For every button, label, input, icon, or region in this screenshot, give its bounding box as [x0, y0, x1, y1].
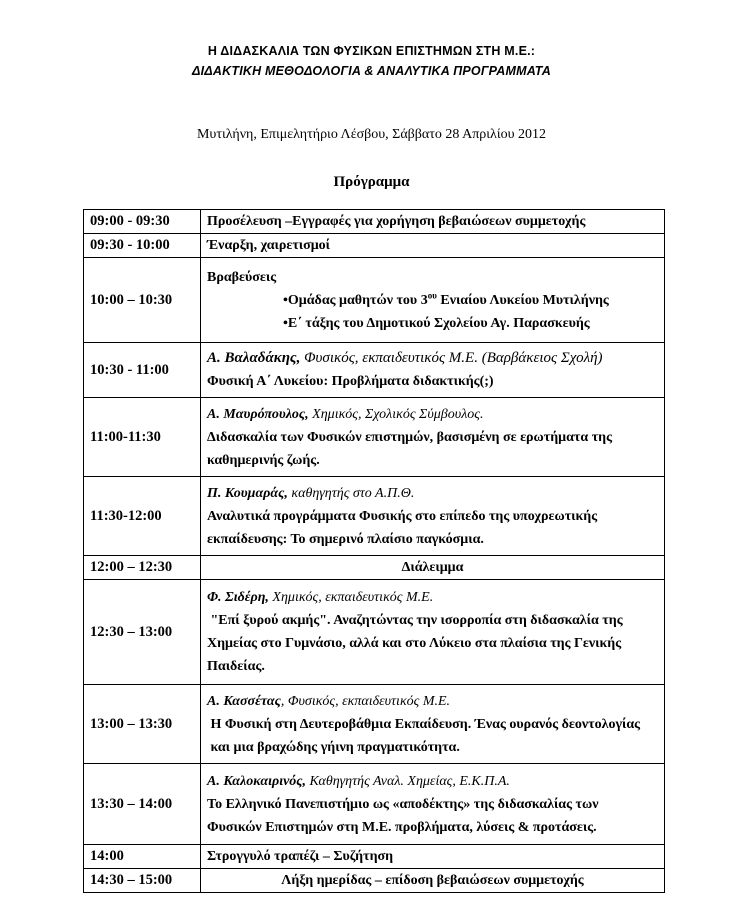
session-text: Διάλειμμα	[201, 556, 665, 580]
talk-title: εκπαίδευσης: Το σημερινό πλαίσιο παγκόσμια.	[207, 531, 484, 547]
table-row	[84, 477, 665, 556]
speaker-name: Π. Κουμαράς,	[207, 485, 288, 501]
place-date: Μυτιλήνη, Επιμελητήριο Λέσβου, Σάββατο 28 Απριλίου 2012	[196, 127, 547, 142]
speaker-role: Χημικός, εκπαιδευτικός Μ.Ε.	[268, 590, 434, 605]
time-cell: 10:30 - 11:00	[84, 343, 201, 398]
schedule-table	[83, 209, 665, 893]
table-row	[84, 764, 665, 845]
session-cell	[201, 580, 665, 685]
time-cell: 12:00 – 12:30	[84, 556, 201, 580]
table-row	[84, 343, 665, 398]
title-line-2: ΔΙΔΑΚΤΙΚΗ ΜΕΘΟΔΟΛΟΓΙΑ & ΑΝΑΛΥΤΙΚΑ ΠΡΟΓΡΑΜΜΑΤΑ	[192, 64, 551, 78]
speaker-name: Α. Κασσέτας	[207, 693, 281, 709]
speaker-role: Χημικός, Σχολικός Σύμβουλος.	[308, 406, 484, 422]
session-cell	[201, 398, 665, 477]
session-cell	[201, 258, 665, 343]
session-cell	[201, 343, 665, 398]
table-row	[84, 580, 665, 685]
speaker-role: , Φυσικός, εκπαιδευτικός Μ.Ε.	[280, 693, 451, 709]
time-cell: 13:30 – 14:00	[84, 764, 201, 845]
table-row	[84, 210, 665, 234]
time-cell: 11:30-12:00	[84, 477, 201, 556]
talk-title: "Επί ξυρού ακμής". Αναζητώντας την ισορροπία στη διδασκαλία της	[207, 613, 623, 628]
session-text: Στρογγυλό τραπέζι – Συζήτηση	[201, 845, 665, 869]
table-row	[84, 556, 665, 580]
talk-title: Παιδείας.	[207, 659, 265, 674]
talk-title: Χημείας στο Γυμνάσιο, αλλά και στο Λύκειο στα πλαίσια της Γενικής	[207, 636, 622, 651]
talk-title: Φυσική Α΄ Λυκείου: Προβλήματα διδακτικής(;)	[207, 374, 494, 389]
table-row	[84, 398, 665, 477]
time-cell: 09:30 - 10:00	[84, 234, 201, 258]
time-cell: 10:00 – 10:30	[84, 258, 201, 343]
table-row	[84, 258, 665, 343]
talk-title: Διδασκαλία των Φυσικών επιστημών, βασισμένη σε ερωτήματα της	[207, 429, 613, 445]
session-cell	[201, 477, 665, 556]
speaker-name: Α. Καλοκαιρινός,	[207, 773, 307, 789]
session-cell	[201, 685, 665, 764]
speaker-name: Α. Βαλαδάκης,	[207, 350, 301, 366]
table-row	[84, 685, 665, 764]
session-text: Προσέλευση –Εγγραφές για χορήγηση βεβαιώσεων συμμετοχής	[201, 210, 665, 234]
bullet-icon: •	[283, 315, 288, 331]
speaker-name: Φ. Σιδέρη,	[207, 590, 269, 605]
time-cell: 14:30 – 15:00	[84, 869, 201, 893]
bullet-item: •Ε΄ τάξης του Δημοτικού Σχολείου Αγ. Παρασκευής	[283, 315, 590, 331]
speaker-role: Φυσικός, εκπαιδευτικός Μ.Ε. (Βαρβάκειος Σχολή)	[300, 350, 603, 366]
talk-title: Το Ελληνικό Πανεπιστήμιο ως «αποδέκτης» της διδασκαλίας των	[207, 796, 599, 812]
speaker-role: Καθηγητής Αναλ. Χημείας, Ε.Κ.Π.Α.	[306, 773, 510, 789]
talk-title: καθημερινής ζωής.	[207, 452, 320, 468]
session-text: Λήξη ημερίδας – επίδοση βεβαιώσεων συμμετοχής	[201, 869, 665, 893]
time-cell: 13:00 – 13:30	[84, 685, 201, 764]
table-row	[84, 234, 665, 258]
session-text: Έναρξη, χαιρετισμοί	[201, 234, 665, 258]
time-cell: 14:00	[84, 845, 201, 869]
session-heading: Βραβεύσεις	[207, 269, 277, 285]
title-line-1: Η ΔΙΔΑΣΚΑΛΙΑ ΤΩΝ ΦΥΣΙΚΩΝ ΕΠΙΣΤΗΜΩΝ ΣΤΗ Μ.Ε.:	[207, 44, 536, 58]
table-row	[84, 845, 665, 869]
bullet-item: •Ομάδας μαθητών του $3^{o\upsilon}$ Ενιαίου Λυκείου Μυτιλήνης	[283, 289, 609, 308]
talk-title: Η Φυσική στη Δευτεροβάθμια Εκπαίδευση. Ένας ουρανός δεοντολογίας	[207, 716, 641, 732]
talk-title: και μια βραχώδης γήινη πραγματικότητα.	[207, 739, 460, 755]
table-row	[84, 869, 665, 893]
time-cell: 11:00-11:30	[84, 398, 201, 477]
talk-title: Αναλυτικά προγράμματα Φυσικής στο επίπεδο της υποχρεωτικής	[207, 508, 598, 524]
time-cell: 12:30 – 13:00	[84, 580, 201, 685]
session-cell	[201, 764, 665, 845]
speaker-role: καθηγητής στο Α.Π.Θ.	[287, 485, 415, 501]
speaker-name: Α. Μαυρόπουλος,	[207, 406, 309, 422]
time-cell: 09:00 - 09:30	[84, 210, 201, 234]
talk-title: Φυσικών Επιστημών στη Μ.Ε. προβλήματα, λύσεις & προτάσεις.	[207, 819, 597, 835]
bullet-icon: •	[283, 292, 288, 308]
program-heading: Πρόγραμμα	[333, 174, 410, 190]
